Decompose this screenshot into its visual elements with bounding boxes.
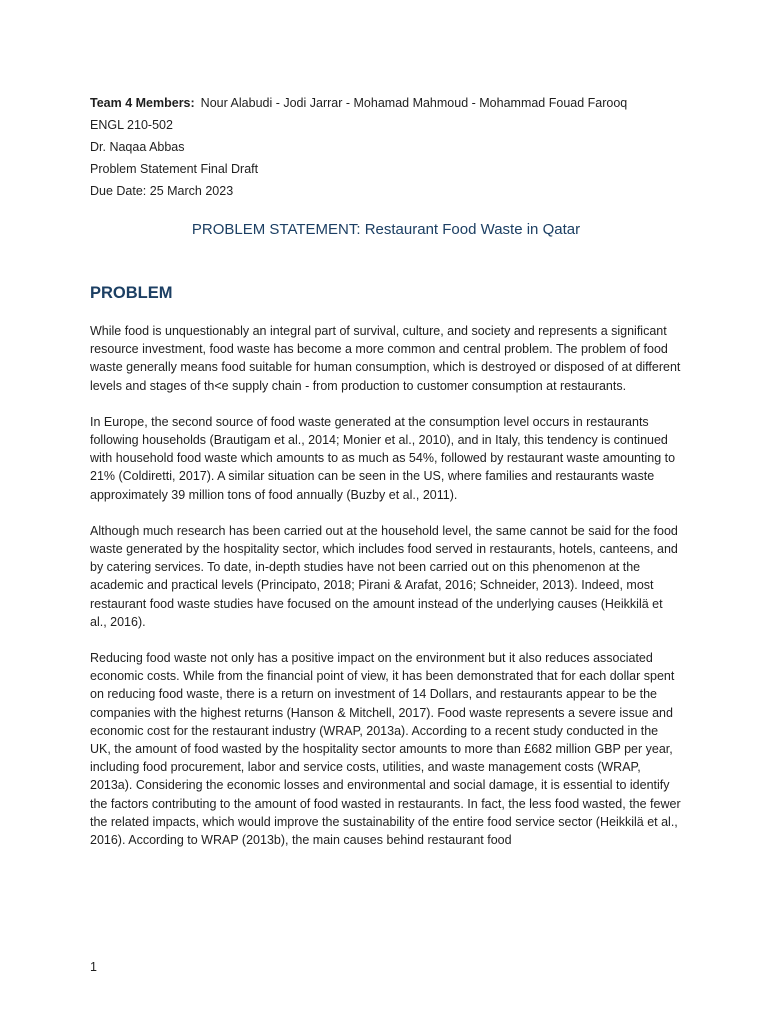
problem-section-body [90,322,682,849]
paragraph-4: Reducing food waste not only has a positive impact on the environment but it also reduces associated economic costs. While from the financial point of view, it has been demonstrated that for each dollar spent on reducing food waste, there is a return on investment of 14 Dollars, and restaurants appear to be the companies with the highest returns (Hanson & Mitchell, 2017). Food waste represents a severe issue and economic cost for the restaurant industry (WRAP, 2013a). According to a recent study conducted in the UK, the amount of food wasted by the hospitality sector amounts to more than £682 million GBP per year, including food procurement, labor and service costs, utilities, and waste management costs (WRAP, 2013a). Considering the economic losses and environmental and social damage, it is essential to identify the factors contributing to the amount of food wasted in restaurants. In fact, the less food wasted, the fewer the related impacts, which would improve the sustainability of the entire food service sector (Heikkilä et al., 2016). According to WRAP (2013b), the main causes behind restaurant food [90,651,681,848]
team-members-label: Team 4 Members: [90,96,195,110]
page-number: 1 [90,960,97,974]
section-heading-problem: PROBLEM [90,284,173,302]
due-date: Due Date: 25 March 2023 [90,184,234,198]
paragraph-2: In Europe, the second source of food waste generated at the consumption level occurs in restaurants following households (Brautigam et al., 2014; Monier et al., 2010), and in Italy, this tendency is continued with household food waste which amounts to as much as 54%, followed by restaurant waste amounting to 21% (Coldiretti, 2017). A similar situation can be seen in the US, where families and restaurants waste approximately 39 million tons of food annually (Buzby et al., 2011). [90,414,676,502]
assignment-name: Problem Statement Final Draft [90,162,259,176]
document-page [90,92,682,867]
team-members-names: Nour Alabudi - Jodi Jarrar - Mohamad Mahmoud - Mohammad Fouad Farooq [200,96,628,110]
paragraph-1: While food is unquestionably an integral part of survival, culture, and society and represents a significant resource investment, food waste has become a more common and central problem. The problem of food waste generally means food suitable for human consumption, which is destroyed or disposed of at different levels and stages of th<e supply chain - from production to customer consumption at restaurants. [90,324,681,393]
team-members-line [90,92,682,114]
course-code: ENGL 210-502 [90,118,173,132]
instructor-name: Dr. Naqaa Abbas [90,140,185,154]
document-title: PROBLEM STATEMENT: Restaurant Food Waste in Qatar [191,221,581,238]
paragraph-3: Although much research has been carried out at the household level, the same cannot be said for the food waste generated by the hospitality sector, which includes food served in restaurants, hotels, canteens, and by catering services. To date, in-depth studies have not been carried out on this phenomenon at the academic and practical levels (Principato, 2018; Pirani & Arafat, 2016; Schneider, 2013). Indeed, most restaurant food waste studies have focused on the amount instead of the underlying causes (Heikkilä et al., 2016). [90,523,678,629]
